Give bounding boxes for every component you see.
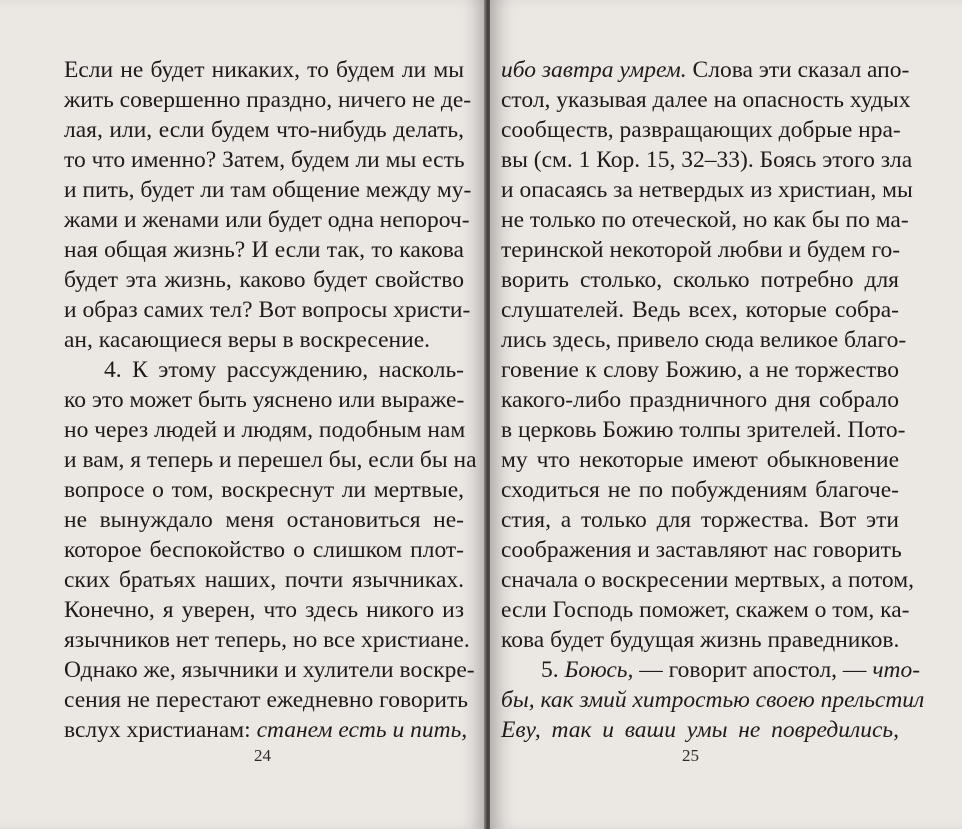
text-line: в церковь Божию толпы зрителей. Пото- — [501, 417, 906, 443]
text-line: жить совершенно праздно, ничего не де- — [64, 87, 472, 113]
text-line: вопросе о том, воскреснут ли мертвые, — [64, 477, 464, 503]
right-page — [490, 0, 962, 829]
text-line: то что именно? Затем, будем ли мы есть — [64, 147, 465, 173]
text-run: — говорит апостол, — — [633, 657, 873, 683]
text-line: соображения и заставляют нас говорить — [501, 537, 902, 563]
text-line: ан, касающиеся веры в воскресение. — [64, 327, 431, 353]
italic-text-run: что- — [872, 657, 921, 683]
text-line: Конечно, я уверен, что здесь никого из — [64, 597, 464, 623]
text-line: и пить, будет ли там общение между му- — [64, 177, 472, 203]
right-page-text — [501, 55, 925, 745]
text-run: вслух христианам: — [64, 717, 257, 743]
text-line: вы (см. 1 Кор. 15, 32–33). Боясь этого зла — [501, 147, 913, 173]
text-line: теринской некоторой любви и будем го- — [501, 237, 901, 263]
text-line: ворить столько, сколько потребно для — [501, 267, 899, 293]
text-line: 4. К этому рассуждению, насколь- — [104, 357, 464, 383]
text-run: Слова эти сказал апо- — [686, 57, 910, 83]
text-line: стия, а только для торжества. Вот эти — [501, 507, 899, 533]
text-line: и опасаясь за нетвердых из христиан, мы — [501, 177, 913, 203]
text-line — [501, 655, 921, 685]
italic-text-run: станем есть и пить, — [256, 717, 468, 743]
italic-text-run: ибо завтра умрем. — [501, 57, 687, 83]
text-line: язычников нет теперь, но все христиане. — [64, 627, 470, 653]
text-line: ко это может быть уяснено или выраже- — [64, 387, 465, 413]
text-line: будет эта жизнь, каково будет свойство — [64, 267, 464, 293]
text-line: стол, указывая далее на опасность худых — [501, 87, 911, 113]
text-line: которое беспокойство о слишком плот- — [64, 537, 464, 563]
text-run: 5. — [541, 657, 565, 683]
text-line: лая, или, если будем что-нибудь делать, — [64, 117, 464, 143]
text-line — [501, 715, 899, 745]
text-line: слушателей. Ведь всех, которые собра- — [501, 297, 899, 323]
page-number: 25 — [682, 746, 699, 765]
text-line — [501, 55, 910, 85]
italic-text-run: бы, как змий хитростью своею прельстил — [501, 687, 925, 713]
text-line: Если не будет никаких, то будем ли мы — [64, 57, 464, 83]
italic-text-run: Еву, так и ваши умы не повредились, — [501, 717, 899, 743]
text-line: если Господь поможет, скажем о том, ка- — [501, 597, 910, 623]
text-line: не вынуждало меня остановиться не- — [64, 507, 464, 533]
text-line: кова будет будущая жизнь праведников. — [501, 627, 900, 653]
text-line: му что некоторые имеют обыкновение — [501, 447, 899, 473]
text-line: и вам, я теперь и перешел бы, если бы на — [64, 447, 477, 473]
text-line: ских братьях наших, почти язычниках. — [64, 567, 464, 593]
text-line: говение к слову Божию, а не торжество — [501, 357, 899, 383]
text-line: сходиться не по побуждениям благоче- — [501, 477, 899, 503]
left-page-text — [64, 55, 477, 745]
text-line: сения не перестают ежедневно говорить — [64, 687, 468, 713]
text-line: но через людей и людям, подобным нам — [64, 417, 466, 443]
text-line: не только по отеческой, но как бы по ма- — [501, 207, 909, 233]
text-line: лись здесь, привело сюда великое благо- — [501, 327, 907, 353]
text-line: сообществ, развращающих добрые нра- — [501, 117, 901, 143]
italic-text-run: Боюсь, — [564, 657, 634, 683]
text-line — [501, 685, 925, 715]
text-line: жами и женами или будет одна непороч- — [64, 207, 470, 233]
text-line — [64, 715, 468, 745]
text-line: Однако же, язычники и хулители воскре- — [64, 657, 475, 683]
text-line: какого-либо праздничного дня собрало — [501, 387, 899, 413]
page-number: 24 — [254, 746, 271, 765]
text-line: сначала о воскресении мертвых, а потом, — [501, 567, 914, 593]
text-line: ная общая жизнь? И если так, то какова — [64, 237, 464, 263]
text-line: и образ самих тел? Вот вопросы христи- — [64, 297, 471, 323]
